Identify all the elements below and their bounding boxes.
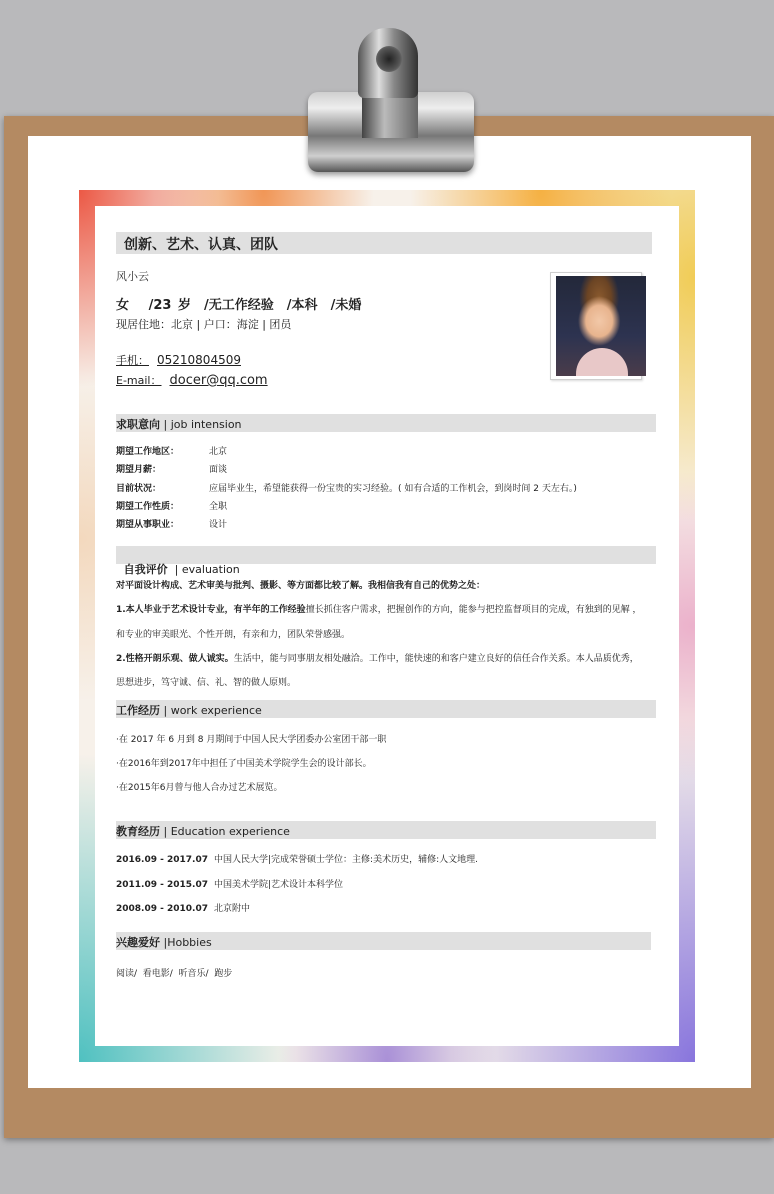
- intent-label: 期望月薪：: [116, 465, 162, 475]
- email-value[interactable]: docer@qq.com: [169, 373, 268, 388]
- intent-label: 期望工作地区：: [116, 447, 180, 457]
- binder-clip-hole: [376, 46, 402, 72]
- hobbies-list: 阅读/ 看电影/ 听音乐/ 跑步: [116, 969, 233, 979]
- evaluation-p2-text: 生活中，能与同事朋友相处融洽。工作中，能快速的和客户建立良好的信任合作关系。本人品质优秀，: [233, 654, 639, 664]
- intent-label: 目前状况：: [116, 484, 162, 494]
- evaluation-paragraph-2-line2: 思想进步，笃守诚、信、礼、智的做人原则。: [116, 678, 297, 688]
- email-label: E-mail：: [116, 374, 162, 387]
- avatar-photo: [556, 276, 646, 376]
- education-detail: 中国美术学院|艺术设计本科学位: [214, 880, 344, 890]
- evaluation-paragraph-1-line2: 和专业的审美眼光、个性开朗，有亲和力，团队荣誉感强。: [116, 630, 351, 640]
- work-item: ·在2016年到2017年中担任了中国美术学院学生会的设计部长。: [116, 759, 372, 769]
- education-period: 2008.09 - 2010.07: [116, 904, 208, 914]
- phone-value[interactable]: 05210804509: [157, 353, 241, 367]
- evaluation-intro: 对平面设计构成、艺术审美与批判、摄影、等方面都比较了解。我相信我有自己的优势之处：: [116, 581, 486, 591]
- education-item: [116, 852, 478, 865]
- section-title-hobbies: [116, 934, 212, 950]
- headline: 创新、艺术、认真、团队: [124, 237, 278, 253]
- section-title-hobbies-cn: 兴趣爱好: [116, 936, 160, 949]
- section-title-intent: [116, 416, 242, 432]
- education-item: [116, 901, 250, 914]
- candidate-summary: 女 /23 岁 /无工作经验 /本科 /未婚: [116, 298, 362, 313]
- email-line: [116, 372, 268, 388]
- education-period: 2011.09 - 2015.07: [116, 880, 208, 890]
- work-item: ·在 2017 年 6 月到 8 月期间于中国人民大学团委办公室团干部一职: [116, 735, 387, 745]
- intent-value: 全职: [209, 502, 228, 512]
- evaluation-paragraph-2: [116, 651, 639, 664]
- education-period: 2016.09 - 2017.07: [116, 855, 208, 865]
- section-title-education: [116, 823, 290, 839]
- intent-value: 设计: [209, 520, 228, 530]
- evaluation-p2-bold: 2.性格开朗乐观、做人诚实。: [116, 654, 234, 664]
- evaluation-p1-text: 擅长抓住客户需求，把握创作的方向，能参与把控监督项目的完成，有独到的见解 ，: [305, 605, 642, 615]
- section-title-work: [116, 702, 262, 718]
- section-title-work-cn: 工作经历: [116, 704, 160, 717]
- residence-info: 现居住地：北京 | 户口：海淀 | 团员: [116, 318, 292, 331]
- section-title-intent-en: | job intension: [160, 418, 242, 431]
- candidate-name: 风小云: [116, 270, 149, 283]
- phone-label: 手机：: [116, 354, 149, 367]
- intent-value: 面谈: [209, 465, 228, 475]
- section-title-intent-cn: 求职意向: [116, 418, 160, 431]
- education-item: [116, 877, 343, 890]
- intent-label: 期望工作性质：: [116, 502, 180, 512]
- intent-value: 应届毕业生，希望能获得一份宝贵的实习经验。( 如有合适的工作机会，到岗时间 2 天左右。): [209, 484, 577, 494]
- section-title-education-cn: 教育经历: [116, 825, 160, 838]
- section-title-education-en: | Education experience: [160, 825, 290, 838]
- section-title-evaluation: [116, 548, 240, 577]
- section-title-evaluation-cn: 自我评价: [123, 563, 168, 576]
- intent-value: 北京: [209, 447, 228, 457]
- education-detail: 中国人民大学|完成荣誉硕士学位：主修:美术历史，辅修:人文地理.: [214, 855, 478, 865]
- work-item: ·在2015年6月曾与他人合办过艺术展览。: [116, 783, 283, 793]
- evaluation-p1-bold: 1.本人毕业于艺术设计专业，有半年的工作经验: [116, 605, 306, 615]
- evaluation-paragraph-1: [116, 602, 642, 615]
- education-detail: 北京附中: [214, 904, 251, 914]
- phone-line: [116, 352, 241, 368]
- section-title-evaluation-en: | evaluation: [167, 563, 240, 576]
- intent-label: 期望从事职业：: [116, 520, 180, 530]
- section-title-work-en: | work experience: [160, 704, 262, 717]
- section-title-hobbies-en: |Hobbies: [160, 936, 212, 949]
